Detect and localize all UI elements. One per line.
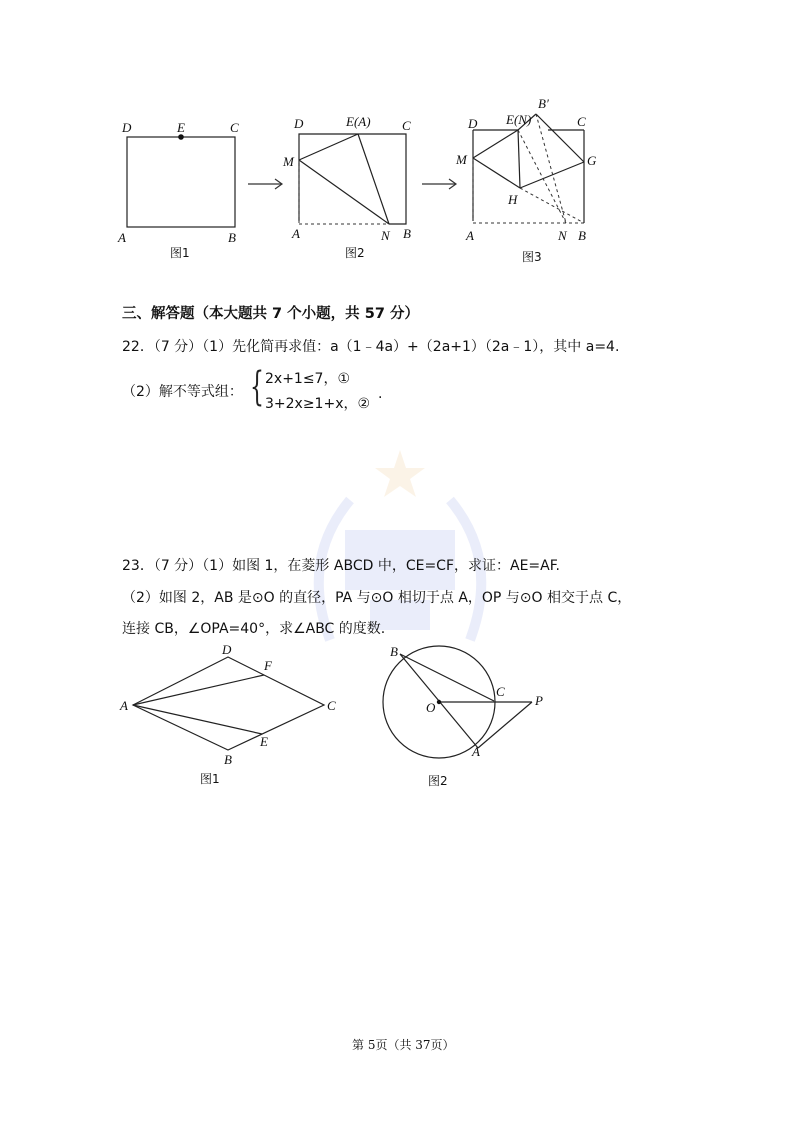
fig3-label-D: D	[468, 116, 478, 131]
fig3-label-A: A	[466, 228, 474, 243]
page-footer: 第 5页（共 37页）	[352, 1038, 455, 1052]
circle-label-C: C	[496, 684, 505, 699]
circle-label-P: P	[535, 693, 543, 708]
fig2-label-A: A	[292, 226, 300, 241]
q22-line1: 22．（7 分）（1）先化简再求值：a（1﹣4a）+（2a+1）（2a﹣1），其中 a=4.	[122, 339, 620, 355]
rhombus-label-D: D	[222, 642, 232, 657]
fig2-label-EA: E(A)	[346, 114, 371, 129]
figure-2-fold	[296, 128, 411, 228]
fig2-label-B: B	[403, 226, 411, 241]
q22-trailing-dot: .	[378, 386, 383, 402]
fig3-caption: 图3	[522, 250, 542, 264]
fig3-label-N: N	[558, 228, 567, 243]
circle-label-B: B	[390, 644, 398, 659]
rhombus-caption: 图1	[200, 772, 220, 786]
q22-inequality-1: 2x+1≤7，①	[265, 371, 351, 387]
arrow-right-icon	[246, 176, 286, 192]
fig2-label-M: M	[283, 154, 294, 169]
section-heading: 三、解答题（本大题共 7 个小题，共 57 分）	[122, 306, 419, 322]
fig3-label-M: M	[456, 152, 467, 167]
fig2-label-N: N	[381, 228, 390, 243]
fig2-label-C: C	[402, 118, 411, 133]
fig2-label-D: D	[294, 116, 304, 131]
fig3-label-Bp: B′	[538, 96, 549, 111]
fig1-label-E: E	[177, 120, 185, 135]
fig2-caption: 图2	[345, 246, 365, 260]
figure-rhombus	[128, 650, 333, 760]
q22-inequality-2: 3+2x≥1+x，②	[265, 396, 371, 412]
arrow-right-icon	[420, 176, 460, 192]
fig3-label-C: C	[577, 114, 586, 129]
fig1-label-D: D	[122, 120, 132, 135]
q22-line2-prefix: （2）解不等式组：	[122, 384, 243, 400]
rhombus-label-B: B	[224, 752, 232, 767]
fig3-label-G: G	[587, 153, 597, 168]
fig1-label-B: B	[228, 230, 236, 245]
fig1-label-A: A	[118, 230, 126, 245]
fig3-label-B: B	[578, 228, 586, 243]
fig1-caption: 图1	[170, 246, 190, 260]
rhombus-label-F: F	[264, 658, 272, 673]
q23-line3: 连接 CB，∠OPA=40°，求∠ABC 的度数.	[122, 621, 386, 637]
circle-label-A: A	[472, 744, 480, 759]
system-brace: {	[250, 364, 264, 410]
fig3-label-H: H	[508, 192, 518, 207]
rhombus-label-A: A	[120, 698, 128, 713]
q23-line2: （2）如图 2，AB 是⊙O 的直径，PA 与⊙O 相切于点 A，OP 与⊙O 相交于点 C，	[122, 590, 632, 606]
q23-line1: 23．（7 分）（1）如图 1，在菱形 ABCD 中，CE=CF，求证：AE=AF.	[122, 558, 560, 574]
figure-circle	[378, 645, 543, 760]
fig1-label-C: C	[230, 120, 239, 135]
circle-label-O: O	[426, 700, 436, 715]
rhombus-label-C: C	[327, 698, 336, 713]
circle-caption: 图2	[428, 774, 448, 788]
figure-1-square	[120, 130, 250, 230]
rhombus-label-E: E	[260, 734, 268, 749]
fig3-label-EN: E(N)	[506, 112, 532, 127]
